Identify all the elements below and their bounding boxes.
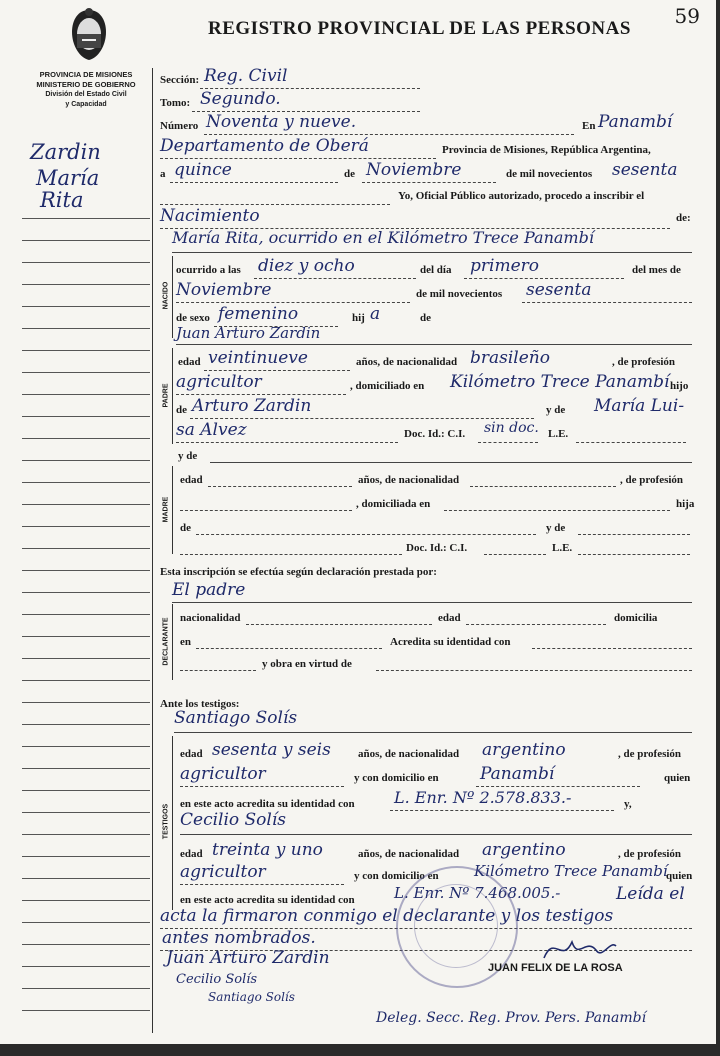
abuelo-value: Arturo Zardin	[192, 396, 312, 416]
margin-rule	[22, 614, 150, 615]
padre-label: PADRE	[162, 383, 170, 408]
field-line	[190, 418, 534, 419]
dom-decl-label: domicilia	[614, 612, 658, 624]
t1-y-label: y,	[624, 798, 632, 810]
de-padre-label: de	[176, 404, 187, 416]
margin-rule	[22, 658, 150, 659]
margin-rule	[22, 790, 150, 791]
anio-value: sesenta	[612, 160, 678, 180]
acredita-decl-label: Acredita su identidad con	[390, 636, 511, 648]
nacido-section	[158, 256, 173, 338]
mes-value: Noviembre	[366, 160, 462, 180]
field-line	[180, 884, 344, 885]
seccion-label: Sección:	[160, 74, 200, 86]
ocurrido-label: ocurrido a las	[176, 264, 241, 276]
numero-label: Número	[160, 120, 199, 132]
tomo-label: Tomo:	[160, 97, 191, 109]
page-title: REGISTRO PROVINCIAL DE LAS PERSONAS	[208, 18, 631, 39]
testigos-label: TESTIGOS	[162, 803, 170, 840]
field-line	[390, 810, 614, 811]
hora-value: diez y ocho	[258, 256, 355, 276]
declarante-section	[158, 604, 173, 680]
padre-section	[158, 348, 173, 444]
field-line	[464, 278, 624, 279]
margin-rule	[22, 240, 150, 241]
margin-rule	[22, 482, 150, 483]
closing-line2: antes nombrados.	[162, 928, 316, 948]
margin-rule	[22, 438, 150, 439]
t2-nac-value: argentino	[482, 840, 566, 860]
margin-rule	[22, 262, 150, 263]
field-line	[176, 302, 410, 303]
dom-padre-label: , domiciliado en	[350, 380, 425, 392]
field-line	[196, 534, 536, 535]
t2-dom-label: y con domicilio en	[354, 870, 439, 882]
office-line: MINISTERIO DE GOBIERNO	[36, 80, 136, 89]
office-line: y Capacidad	[65, 101, 107, 108]
margin-given-name: María	[36, 166, 100, 190]
prof-padre-value: agricultor	[176, 372, 262, 392]
edad-padre-label: edad	[178, 356, 201, 368]
t2-acr-label: en este acto acredita su identidad con	[180, 894, 355, 906]
issuing-office	[22, 70, 150, 110]
coat-of-arms-icon	[68, 6, 110, 62]
declarante-label: DECLARANTE	[162, 617, 170, 666]
le-madre-label: L.E.	[552, 542, 573, 554]
testigo2-name: Cecilio Solís	[180, 810, 287, 830]
prof-madre-label: , de profesión	[620, 474, 684, 486]
office-line: PROVINCIA DE MISIONES	[39, 70, 133, 79]
field-line	[478, 442, 538, 443]
doc-padre-label: Doc. Id.: C.I.	[404, 428, 466, 440]
field-line	[484, 554, 546, 555]
dom-padre-value: Kilómetro Trece Panambí	[450, 372, 670, 392]
field-line	[578, 554, 690, 555]
field-line	[176, 442, 398, 443]
yde-padre-label: y de	[546, 404, 566, 416]
office-line: División del Estado Civil	[45, 91, 127, 98]
testigo1-name: Santiago Solís	[174, 708, 298, 728]
field-line	[208, 486, 352, 487]
margin-rule	[22, 680, 150, 681]
margin-rule	[22, 350, 150, 351]
margin-rule	[22, 570, 150, 571]
field-line	[476, 786, 640, 787]
nacido-label: NACIDO	[162, 281, 170, 310]
field-line	[170, 182, 338, 183]
hijo-padre-label: hijo	[670, 380, 689, 392]
de-nacido-label: de	[420, 312, 431, 324]
tomo-value: Segundo.	[200, 89, 281, 109]
t2-dom-value: Kilómetro Trece Panambí	[474, 862, 668, 880]
mes-nacido-value: Noviembre	[176, 280, 272, 300]
mil-nacido-label: de mil novecientos	[416, 288, 503, 300]
hija-madre-label: hija	[676, 498, 695, 510]
margin-rule	[22, 504, 150, 505]
margin-rule	[22, 548, 150, 549]
del-dia-label: del día	[420, 264, 452, 276]
margin-rule	[22, 416, 150, 417]
nac-madre-label: años, de nacionalidad	[358, 474, 460, 486]
t1-dom-value: Panambí	[480, 764, 555, 784]
field-line	[376, 670, 692, 671]
field-line	[180, 554, 402, 555]
field-line	[174, 732, 692, 733]
seccion-value: Reg. Civil	[204, 66, 288, 86]
field-line	[204, 370, 350, 371]
field-line	[180, 670, 256, 671]
t1-acr-label: en este acto acredita su identidad con	[180, 798, 355, 810]
field-line	[180, 510, 352, 511]
de-label: de	[344, 168, 355, 180]
margin-rule	[22, 592, 150, 593]
declarante-intro: Esta inscripción se efectúa según declaración prestada por:	[160, 566, 437, 578]
le-padre-label: L.E.	[548, 428, 569, 440]
nac-padre-value: brasileño	[470, 348, 550, 368]
t1-dom-label: y con domicilio en	[354, 772, 439, 784]
t2-quien-label: quien	[666, 870, 693, 882]
edad-madre-label: edad	[180, 474, 203, 486]
field-line	[576, 442, 686, 443]
t2-prof-label: , de profesión	[618, 848, 682, 860]
anio-nacido-value: sesenta	[526, 280, 592, 300]
t1-prof-value: agricultor	[180, 764, 266, 784]
abuela-value-cont: sa Alvez	[176, 420, 247, 440]
signature-declarante: Juan Arturo Zardin	[166, 948, 330, 968]
hij-value: a	[370, 304, 381, 324]
field-line	[160, 204, 390, 205]
margin-rule	[22, 636, 150, 637]
field-line	[578, 534, 690, 535]
margin-surname: Zardin	[30, 140, 101, 164]
oficial-label: Yo, Oficial Público autorizado, procedo a inscribir el	[398, 190, 645, 202]
margin-rule	[22, 834, 150, 835]
margin-rule	[22, 306, 150, 307]
en-value: Panambí	[598, 112, 673, 132]
field-line	[210, 462, 692, 463]
en-decl-label: en	[180, 636, 191, 648]
margin-rule	[22, 878, 150, 879]
t2-edad-label: edad	[180, 848, 203, 860]
field-line	[176, 344, 692, 345]
t1-quien-label: quien	[664, 772, 691, 784]
margin-rule	[22, 526, 150, 527]
acto-value: Nacimiento	[160, 206, 260, 226]
field-line	[470, 486, 616, 487]
field-line	[254, 278, 416, 279]
t1-prof-label: , de profesión	[618, 748, 682, 760]
numero-value: Noventa y nueve.	[206, 112, 357, 132]
official-name: JUAN FELIX DE LA ROSA	[488, 962, 623, 974]
scan-border	[0, 1044, 720, 1056]
del-mes-label: del mes de	[632, 264, 681, 276]
field-line	[176, 394, 346, 395]
margin-rule	[22, 856, 150, 857]
margin-rule	[22, 394, 150, 395]
margin-rule	[22, 966, 150, 967]
field-line	[172, 602, 692, 603]
t2-nac-label: años, de nacionalidad	[358, 848, 460, 860]
edad-decl-label: edad	[438, 612, 461, 624]
prof-padre-label: , de profesión	[612, 356, 676, 368]
field-line	[180, 786, 344, 787]
margin-rule	[22, 724, 150, 725]
closing-line1: acta la firmaron conmigo el declarante y los testigos	[160, 906, 614, 926]
testigos-section	[158, 736, 173, 910]
de-colon-label: de:	[676, 212, 691, 224]
nac-decl-label: nacionalidad	[180, 612, 241, 624]
provincia-label: Provincia de Misiones, República Argentina,	[442, 144, 651, 156]
padre-nombre-value: Juan Arturo Zardin	[176, 324, 321, 342]
t1-doc-value: L. Enr. Nº 2.578.833.-	[394, 788, 572, 807]
field-line	[362, 182, 496, 183]
margin-rule	[22, 768, 150, 769]
a-label: a	[160, 168, 166, 180]
dia-nacido-value: primero	[470, 256, 539, 276]
margin-rule	[22, 284, 150, 285]
dia-value: quince	[174, 160, 232, 180]
margin-rule	[22, 328, 150, 329]
virtud-decl-label: y obra en virtud de	[262, 658, 352, 670]
margin-given-name: Rita	[40, 188, 84, 212]
margin-rule	[22, 988, 150, 989]
declarante-value: El padre	[172, 580, 246, 600]
field-line	[444, 510, 670, 511]
sexo-label: de sexo	[176, 312, 210, 324]
sexo-value: femenino	[218, 304, 299, 324]
margin-divider	[152, 68, 153, 1033]
t2-prof-value: agricultor	[180, 862, 266, 882]
field-line	[196, 648, 382, 649]
t2-edad-value: treinta y uno	[212, 840, 323, 860]
dom-madre-label: , domiciliada en	[356, 498, 431, 510]
doc-madre-label: Doc. Id.: C.I.	[406, 542, 468, 554]
margin-rule	[22, 702, 150, 703]
margin-rule	[22, 372, 150, 373]
t1-nac-value: argentino	[482, 740, 566, 760]
field-line	[522, 302, 692, 303]
yde-madre-label: y de	[178, 450, 198, 462]
madre-section	[158, 466, 173, 554]
leida-value: Leída el	[616, 884, 685, 904]
t1-edad-label: edad	[180, 748, 203, 760]
mil-label: de mil novecientos	[506, 168, 593, 180]
field-line	[532, 648, 692, 649]
margin-rule	[22, 746, 150, 747]
doc-padre-value: sin doc.	[484, 420, 539, 436]
field-line	[160, 158, 436, 159]
de-madre-label: de	[180, 522, 191, 534]
field-line	[204, 134, 574, 135]
signature-testigo1: Santiago Solís	[208, 990, 295, 1004]
page-number: 59	[674, 4, 700, 28]
delegation-label: Deleg. Secc. Reg. Prov. Pers. Panambí	[376, 1010, 647, 1026]
edad-padre-value: veintinueve	[208, 348, 308, 368]
margin-rule	[22, 460, 150, 461]
t2-doc-value: L. Enr. Nº 7.468.005.-	[394, 884, 561, 902]
yde2-madre-label: y de	[546, 522, 566, 534]
margin-rule	[22, 218, 150, 219]
margin-rule	[22, 922, 150, 923]
hij-label: hij	[352, 312, 365, 324]
signature-testigo2: Cecilio Solís	[176, 972, 258, 987]
en-label: En	[582, 120, 596, 132]
margin-rule	[22, 1010, 150, 1011]
testigos-intro: Ante los testigos:	[160, 698, 240, 710]
nac-padre-label: años, de nacionalidad	[356, 356, 458, 368]
t1-nac-label: años, de nacionalidad	[358, 748, 460, 760]
departamento-value: Departamento de Oberá	[160, 136, 369, 156]
field-line	[172, 252, 692, 253]
madre-label: MADRE	[162, 496, 170, 523]
field-line	[180, 834, 692, 835]
persona-value: María Rita, ocurrido en el Kilómetro Trece Panambí	[172, 228, 594, 247]
t1-edad-value: sesenta y seis	[212, 740, 331, 760]
margin-rule	[22, 900, 150, 901]
field-line	[246, 624, 432, 625]
field-line	[466, 624, 606, 625]
abuela-value: María Lui-	[594, 396, 685, 416]
margin-rule	[22, 944, 150, 945]
margin-rule	[22, 812, 150, 813]
